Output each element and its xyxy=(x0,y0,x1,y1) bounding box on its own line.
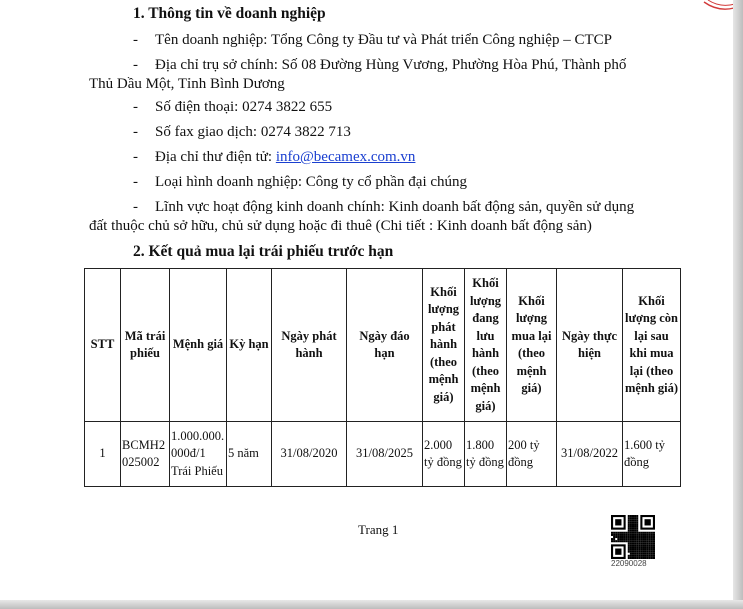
bond-buyback-table xyxy=(84,268,681,487)
cell-text: 5 năm xyxy=(228,446,259,461)
header-text: giá) xyxy=(433,389,454,404)
header-text: lượng còn xyxy=(625,311,678,325)
header-text: phát xyxy=(431,319,456,334)
column-header xyxy=(227,269,272,422)
email-link[interactable]: info@becamex.com.vn xyxy=(275,149,416,165)
column-header xyxy=(85,269,121,422)
header-text: hành xyxy=(429,337,458,352)
header-text: lượng xyxy=(427,302,460,317)
email-line: - Địa chỉ thư điện tử: info@becamex.com.vn xyxy=(133,149,416,165)
header-text: Mệnh giá xyxy=(172,337,224,352)
cell-text: đồng xyxy=(508,455,533,469)
cell-text: 31/08/2020 xyxy=(280,446,338,461)
header-text: mệnh xyxy=(470,381,501,395)
cell-text: 2.000 xyxy=(424,437,453,452)
scan-edge-right xyxy=(733,0,743,609)
header-text: lượng xyxy=(469,293,502,308)
column-header xyxy=(557,269,623,422)
header-text: phiếu xyxy=(130,346,160,360)
phone: - Số điện thoại: 0274 3822 655 xyxy=(133,99,333,115)
header-text: mua lại xyxy=(511,328,552,343)
header-text: Kỳ hạn xyxy=(229,337,269,352)
scan-edge-bottom xyxy=(0,600,743,609)
cell-text: 200 tỷ xyxy=(508,437,540,452)
header-text: lưu xyxy=(476,328,495,343)
qr-code xyxy=(611,515,655,559)
column-header xyxy=(465,269,507,422)
cell-text: đồng xyxy=(624,455,649,469)
cell-text: tỷ đồng xyxy=(424,455,462,469)
header-text: Khối xyxy=(430,284,457,299)
page-number: Trang 1 xyxy=(358,522,399,537)
cell-text: Trái Phiếu xyxy=(171,463,223,478)
header-text: lượng xyxy=(515,311,548,325)
header-text: (theo xyxy=(471,363,500,378)
cell-text: 1.800 xyxy=(466,437,495,452)
column-header xyxy=(347,269,423,422)
cell-text: 025002 xyxy=(122,455,160,469)
company-name: - Tên doanh nghiệp: Tổng Công ty Đầu tư và Phát triển Công nghiệp – CTCP xyxy=(133,32,612,48)
header-text: (theo xyxy=(517,346,546,360)
section2-heading: 2. Kết quả mua lại trái phiếu trước hạn xyxy=(133,243,394,260)
header-text: Khối xyxy=(638,293,665,308)
header-text: khi mua xyxy=(629,346,674,360)
header-text: Ngày thực xyxy=(561,328,618,343)
table-cell xyxy=(347,422,423,487)
column-header xyxy=(423,269,465,422)
table-cell xyxy=(170,422,227,487)
table-row xyxy=(85,422,681,487)
business-line2: đất thuộc chủ sở hữu, chủ sử dụng hoặc đi thuê (Chi tiết : Kinh doanh bất động sản) xyxy=(89,218,592,234)
header-text: STT xyxy=(90,337,115,352)
table-cell xyxy=(121,422,170,487)
business-line1: - Lĩnh vực hoạt động kinh doanh chính: Kinh doanh bất động sản, quyền sử dụng xyxy=(133,199,635,215)
header-text: mệnh xyxy=(428,372,459,387)
header-text: lại sau xyxy=(634,328,669,343)
header-text: giá) xyxy=(475,398,496,413)
table-cell xyxy=(557,422,623,487)
cell-text: tỷ đồng xyxy=(466,455,504,469)
cell-text: 31/08/2022 xyxy=(561,446,618,461)
header-text: lại (theo xyxy=(629,363,674,378)
table-cell xyxy=(227,422,272,487)
header-text: hành xyxy=(471,346,500,360)
table-cell xyxy=(85,422,121,487)
table-cell xyxy=(272,422,347,487)
header-text: (theo xyxy=(429,354,458,369)
fax: - Số fax giao dịch: 0274 3822 713 xyxy=(133,124,351,140)
table-cell xyxy=(465,422,507,487)
header-text: giá) xyxy=(521,381,542,395)
table-cell xyxy=(507,422,557,487)
header-text: Khối xyxy=(518,293,545,308)
column-header xyxy=(623,269,681,422)
header-text: hiện xyxy=(578,346,601,360)
table-cell xyxy=(423,422,465,487)
cell-text: 000đ/1 xyxy=(171,446,206,461)
header-text: hạn xyxy=(374,346,395,360)
cell-text: 1 xyxy=(99,446,106,461)
cell-text: 1.600 tỷ xyxy=(624,437,665,452)
address-line1: - Địa chỉ trụ sở chính: Số 08 Đường Hùng Vương, Phường Hòa Phú, Thành phố xyxy=(133,57,627,73)
header-text: Ngày phát xyxy=(281,328,337,343)
header-text: Mã trái xyxy=(124,328,166,343)
cell-text: 31/08/2025 xyxy=(356,446,413,461)
red-stamp-mark xyxy=(700,0,736,14)
column-header xyxy=(121,269,170,422)
header-text: Khối xyxy=(472,276,499,290)
header-text: Ngày đáo xyxy=(359,328,410,343)
address-line2: Thủ Dầu Một, Tỉnh Bình Dương xyxy=(89,76,285,92)
cell-text: 1.000.000. xyxy=(171,428,225,443)
company-type: - Loại hình doanh nghiệp: Công ty cổ phần đại chúng xyxy=(133,174,468,190)
table-cell xyxy=(623,422,681,487)
document-code: 22090028 xyxy=(611,559,647,568)
column-header xyxy=(272,269,347,422)
column-header xyxy=(170,269,227,422)
header-text: đang xyxy=(472,311,499,325)
column-header xyxy=(507,269,557,422)
table-header-row xyxy=(85,269,681,422)
header-text: mệnh xyxy=(516,363,547,378)
header-text: hành xyxy=(295,346,323,360)
section1-heading: 1. Thông tin về doanh nghiệp xyxy=(133,5,326,22)
cell-text: BCMH2 xyxy=(122,437,166,452)
header-text: mệnh giá) xyxy=(624,381,679,395)
